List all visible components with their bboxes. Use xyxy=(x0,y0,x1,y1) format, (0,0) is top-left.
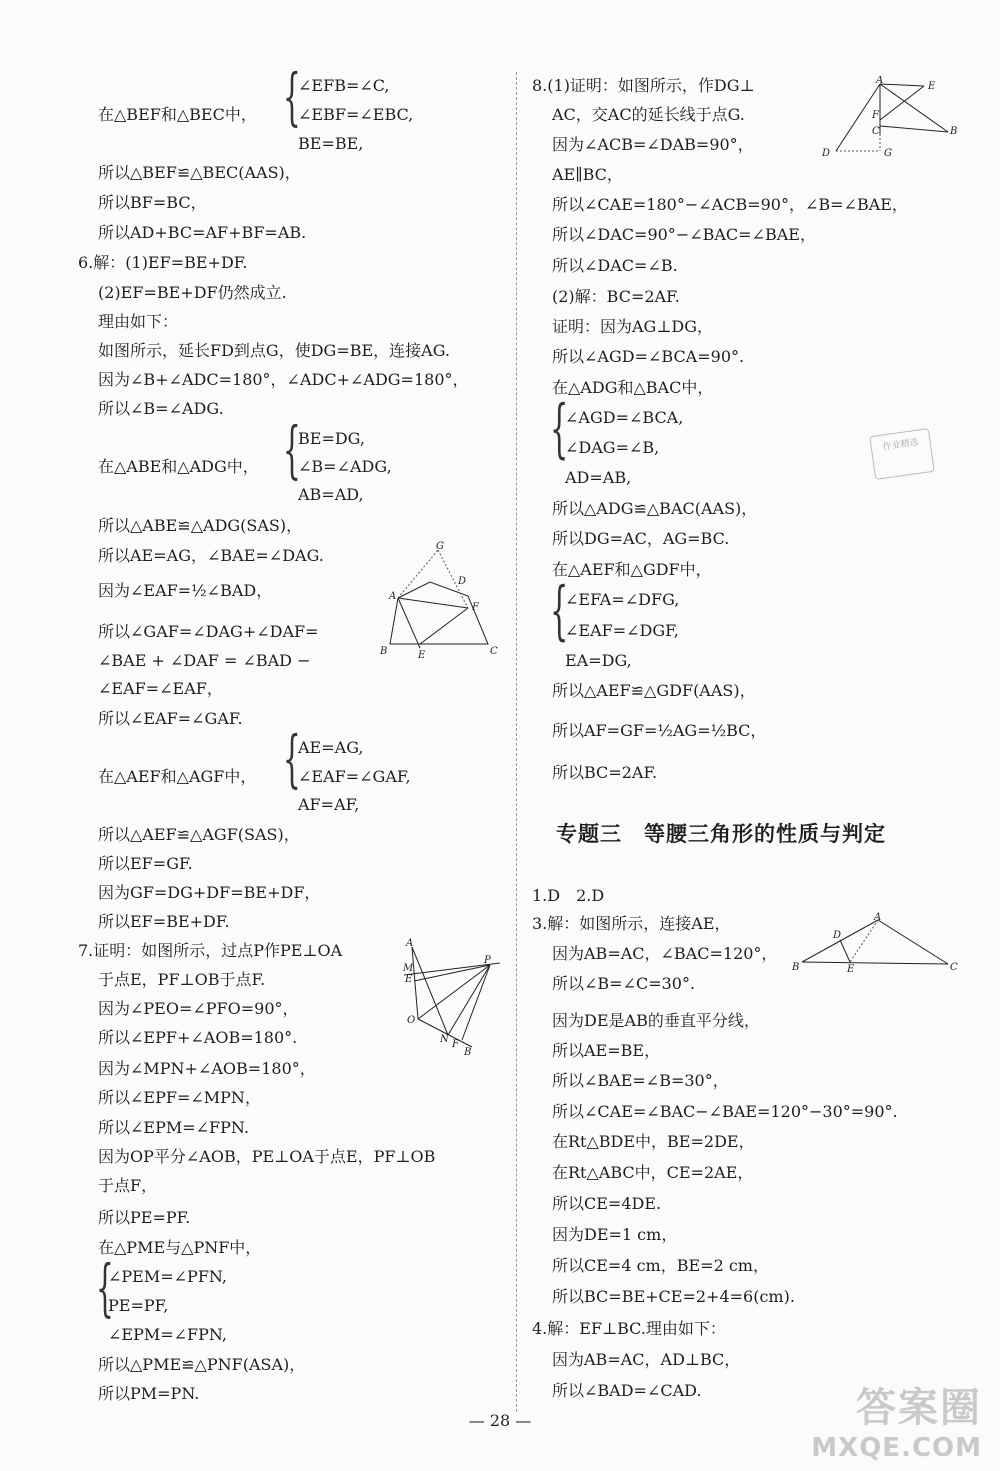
brace-aef-gdf: { xyxy=(550,574,569,648)
text-line: 3.解：如图所示，连接AE， xyxy=(532,914,731,933)
text-line: 1.D 2.D xyxy=(532,886,605,905)
text-line: PE=PF, xyxy=(108,1296,169,1315)
brace-abe-adg: { xyxy=(283,413,301,486)
text-line: 4.解：EF⊥BC.理由如下： xyxy=(532,1319,726,1338)
text-line: ∠EAF=∠DGF, xyxy=(565,621,679,640)
text-line: AB=AD, xyxy=(298,485,364,504)
text-line: 所以∠B=∠C=30°. xyxy=(552,974,696,993)
text-line: 所以∠CAE=180°−∠ACB=90°，∠B=∠BAE， xyxy=(552,195,908,214)
text-line: ∠AGD=∠BCA, xyxy=(565,408,684,427)
figure-8-diagram xyxy=(818,76,958,162)
label-e: E xyxy=(847,964,855,974)
figure-6-diagram xyxy=(380,540,510,660)
text-line: 所以△AEF≌△AGF(SAS)， xyxy=(98,825,300,844)
text-line: 所以∠EPF+∠AOB=180°. xyxy=(98,1028,298,1047)
text-line: 因为∠EAF=½∠BAD， xyxy=(98,581,273,600)
text-line: 6.解：(1)EF=BE+DF. xyxy=(78,253,248,272)
text-line: 在△AEF和△AGF中， xyxy=(98,767,257,786)
text-line: ∠DAG=∠B, xyxy=(565,438,660,457)
text-line: AC，交AC的延长线于点G. xyxy=(552,105,745,124)
text-line: ∠BAE + ∠DAF = ∠BAD − xyxy=(98,651,311,670)
figure-3-diagram xyxy=(790,912,960,974)
text-line: AF=AF, xyxy=(298,795,360,814)
label-c: C xyxy=(872,126,880,137)
label-g: G xyxy=(436,541,444,552)
label-m: M xyxy=(403,963,414,974)
text-line: 于点F， xyxy=(98,1176,158,1195)
text-line: 所以∠DAC=90°−∠BAC=∠BAE， xyxy=(552,225,816,244)
text-line: 证明：因为AG⊥DG， xyxy=(552,317,713,336)
text-line: 所以EF=GF. xyxy=(98,854,193,873)
text-line: 所以CE=4 cm，BE=2 cm， xyxy=(552,1256,769,1275)
text-line: 所以∠EPF=∠MPN， xyxy=(98,1088,261,1107)
text-line: 因为∠B+∠ADC=180°，∠ADC+∠ADG=180°， xyxy=(98,370,469,389)
text-line: 所以BC=2AF. xyxy=(552,763,658,782)
text-line: AE=AG, xyxy=(298,738,364,757)
text-line: ∠EFB=∠C, xyxy=(298,76,390,95)
watermark-line1: 答案圈 xyxy=(856,1385,982,1431)
figure-7-diagram xyxy=(398,935,510,1055)
text-line: 所以∠CAE=∠BAC−∠BAE=120°−30°=90°. xyxy=(552,1102,898,1121)
text-line: ∠EFA=∠DFG, xyxy=(565,590,680,609)
label-a: A xyxy=(389,591,397,602)
label-o: O xyxy=(407,1015,416,1026)
text-line: 在△ABE和△ADG中， xyxy=(98,457,259,476)
text-line: ∠EAF=∠GAF, xyxy=(298,767,411,786)
text-line: 所以BC=BE+CE=2+4=6(cm). xyxy=(552,1287,795,1306)
text-line: 所以△PME≌△PNF(ASA)， xyxy=(98,1355,306,1374)
text-line: 所以PE=PF. xyxy=(98,1208,191,1227)
text-line: BE=BE, xyxy=(298,134,364,153)
text-line: 因为GF=DG+DF=BE+DF， xyxy=(98,883,321,902)
label-f: F xyxy=(872,110,879,121)
text-line: 因为∠ACB=∠DAB=90°， xyxy=(552,135,754,154)
label-d: D xyxy=(458,576,467,587)
text-line: 在Rt△BDE中，BE=2DE， xyxy=(552,1132,755,1151)
label-e: E xyxy=(418,650,426,660)
text-line: 所以∠AGD=∠BCA=90°. xyxy=(552,347,745,366)
text-line: 所以∠BAD=∠CAD. xyxy=(552,1381,702,1400)
label-a: A xyxy=(874,912,882,923)
text-line: 所以∠EAF=∠GAF. xyxy=(98,709,243,728)
label-d: D xyxy=(822,148,831,159)
watermark-line2: MXQE.COM xyxy=(811,1433,982,1463)
text-line: 因为DE是AB的垂直平分线， xyxy=(552,1011,760,1030)
text-line: 因为AB=AC，AD⊥BC， xyxy=(552,1350,741,1369)
label-f: F xyxy=(472,602,479,613)
text-line: 所以DG=AC，AG=BC. xyxy=(552,529,730,548)
text-line: 8.(1)证明：如图所示，作DG⊥ xyxy=(532,76,755,95)
text-line: ∠EAF=∠EAF， xyxy=(98,679,223,698)
text-line: 所以AE=AG，∠BAE=∠DAG. xyxy=(98,546,324,565)
brace-bef-bec: { xyxy=(283,60,301,133)
text-line: 在△BEF和△BEC中， xyxy=(98,105,257,124)
label-b: B xyxy=(950,126,958,137)
text-line: 在△ADG和△BAC中， xyxy=(552,378,714,397)
label-e: E xyxy=(405,974,413,985)
text-line: ∠EBF=∠EBC, xyxy=(298,105,414,124)
text-line: BE=DG, xyxy=(298,429,365,448)
text-line: 所以BF=BC， xyxy=(98,193,207,212)
text-line: 如图所示，延长FD到点G，使DG=BE，连接AG. xyxy=(98,341,451,360)
label-b: B xyxy=(792,962,800,973)
column-divider xyxy=(516,72,517,1412)
label-f: F xyxy=(452,1039,459,1050)
label-a: A xyxy=(876,76,884,86)
stamp: 作业精选 xyxy=(869,428,935,480)
text-line: 因为DE=1 cm， xyxy=(552,1225,678,1244)
text-line: 于点E，PF⊥OB于点F. xyxy=(98,970,266,989)
text-line: 在△AEF和△GDF中， xyxy=(552,560,712,579)
label-p: P xyxy=(484,955,491,966)
label-d: D xyxy=(833,930,842,941)
text-line: 所以∠GAF=∠DAG+∠DAF= xyxy=(98,622,319,641)
label-c: C xyxy=(490,646,498,657)
text-line: 所以EF=BE+DF. xyxy=(98,912,230,931)
text-line: 因为∠PEO=∠PFO=90°， xyxy=(98,999,299,1018)
text-line: ∠PEM=∠PFN, xyxy=(108,1267,227,1286)
text-line: AE∥BC， xyxy=(552,165,623,184)
text-line: 在△PME与△PNF中， xyxy=(98,1238,262,1257)
text-line: 所以△ABE≌△ADG(SAS)， xyxy=(98,516,303,535)
text-line: 因为∠MPN+∠AOB=180°， xyxy=(98,1059,316,1078)
label-n: N xyxy=(440,1034,449,1045)
text-line: AD=AB, xyxy=(565,468,632,487)
label-c: C xyxy=(950,962,958,973)
text-line: 7.证明：如图所示，过点P作PE⊥OA xyxy=(78,941,343,960)
label-g: G xyxy=(884,148,892,159)
page-number: — 28 — xyxy=(468,1411,532,1430)
text-line: 所以△BEF≌△BEC(AAS)， xyxy=(98,163,301,182)
text-line: 所以CE=4DE. xyxy=(552,1194,662,1213)
label-e: E xyxy=(928,81,936,92)
text-line: (2)解：BC=2AF. xyxy=(552,287,680,306)
watermark xyxy=(811,1376,982,1463)
brace-aef-agf: { xyxy=(283,722,301,795)
text-line: ∠EPM=∠FPN, xyxy=(108,1325,227,1344)
text-line: 所以AE=BE， xyxy=(552,1041,661,1060)
text-line: 所以AF=GF=½AG=½BC， xyxy=(552,721,767,740)
text-line: ∠B=∠ADG, xyxy=(298,457,392,476)
text-line: 所以∠B=∠ADG. xyxy=(98,399,224,418)
text-line: 所以∠BAE=∠B=30°， xyxy=(552,1071,729,1090)
label-b: B xyxy=(464,1047,472,1055)
text-line: (2)EF=BE+DF仍然成立. xyxy=(98,283,287,302)
brace-pme-pnf: { xyxy=(96,1251,114,1324)
label-a: A xyxy=(406,938,414,949)
text-line: 因为OP平分∠AOB，PE⊥OA于点E，PF⊥OB xyxy=(98,1147,436,1166)
text-line: 所以△AEF≌△GDF(AAS)， xyxy=(552,681,756,700)
text-line: 所以PM=PN. xyxy=(98,1384,200,1403)
text-line: 所以AD+BC=AF+BF=AB. xyxy=(98,223,307,242)
text-line: EA=DG, xyxy=(565,651,632,670)
section-title: 专题三 等腰三角形的性质与判定 xyxy=(556,822,886,846)
text-line: 所以△ADG≌△BAC(AAS)， xyxy=(552,499,758,518)
text-line: 所以∠DAC=∠B. xyxy=(552,256,678,275)
brace-adg-bac: { xyxy=(550,392,569,466)
text-line: 理由如下： xyxy=(98,312,179,331)
text-line: 所以∠EPM=∠FPN. xyxy=(98,1118,249,1137)
text-line: 因为AB=AC，∠BAC=120°， xyxy=(552,944,778,963)
text-line: 在Rt△ABC中，CE=2AE， xyxy=(552,1163,754,1182)
label-b: B xyxy=(380,646,388,657)
